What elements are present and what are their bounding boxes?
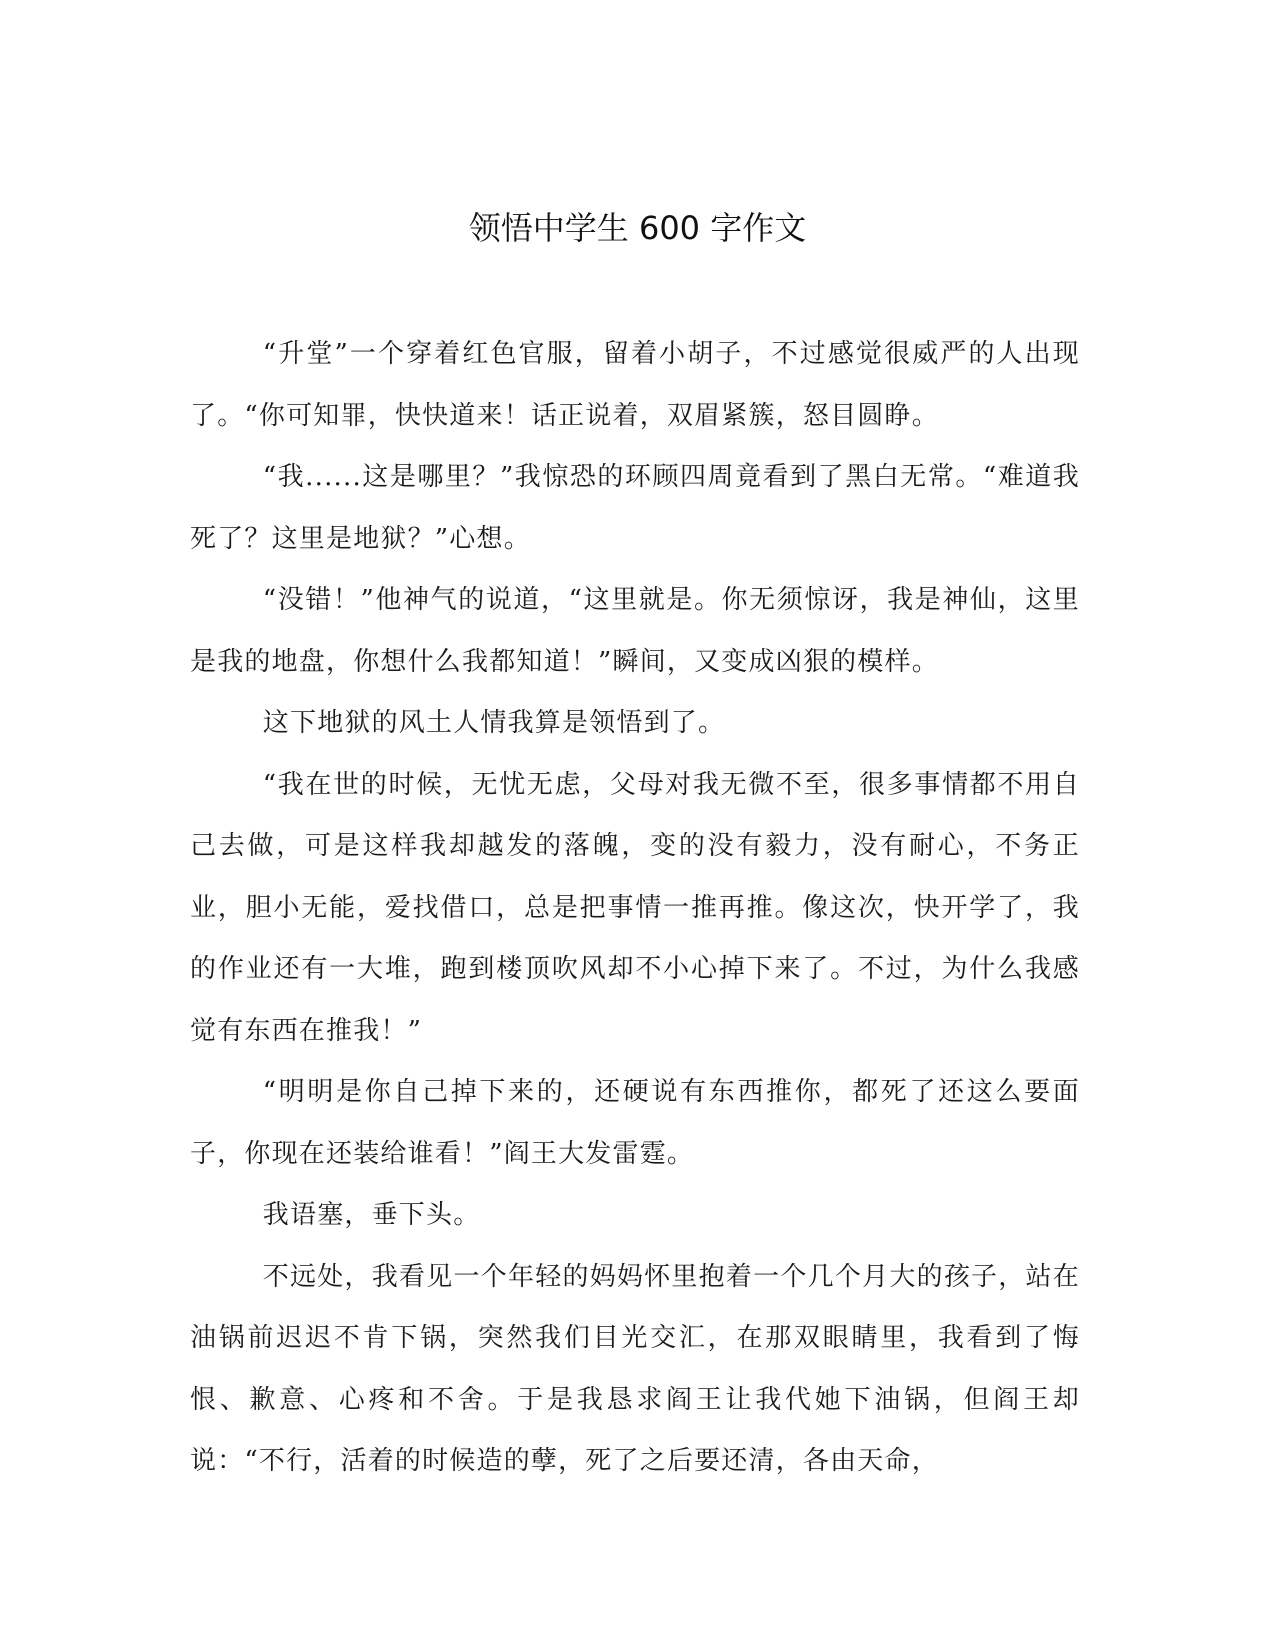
paragraph: “升堂”一个穿着红色官服，留着小胡子，不过感觉很威严的人出现了。“你可知罪，快快道来！话正说着，双眉紧簇，怒目圆睁。 [190,339,1080,431]
paragraph: 这下地狱的风土人情我算是领悟到了。 [262,708,726,738]
paragraph: 不远处，我看见一个年轻的妈妈怀里抱着一个几个月大的孩子，站在油锅前迟迟不肯下锅，突然我们目光交汇，在那双眼睛里，我看到了悔恨、歉意、心疼和不舍。于是我恳求阎王让我代她下油锅，但阎王却说：“不行，活着的时候造的孽，死了之后要还清，各由天命， [190,1261,1080,1476]
document-title: 领悟中学生 600 字作文 [468,209,807,247]
paragraph: “明明是你自己掉下来的，还硬说有东西推你，都死了还这么要面子，你现在还装给谁看！”阎王大发雷霆。 [190,1077,1080,1169]
paragraph: 我语塞，垂下头。 [262,1200,481,1230]
paragraph: “没错！”他神气的说道，“这里就是。你无须惊讶，我是神仙，这里是我的地盘，你想什么我都知道！”瞬间，又变成凶狠的模样。 [190,585,1080,677]
document-body [190,324,1080,1493]
paragraph: “我......这是哪里？”我惊恐的环顾四周竟看到了黑白无常。“难道我死了？这里是地狱？”心想。 [190,462,1080,554]
paragraph: “我在世的时候，无忧无虑，父母对我无微不至，很多事情都不用自己去做，可是这样我却越发的落魄，变的没有毅力，没有耐心，不务正业，胆小无能，爱找借口，总是把事情一推再推。像这次，快开学了，我的作业还有一大堆，跑到楼顶吹风却不小心掉下来了。不过，为什么我感觉有东西在推我！” [190,769,1080,1046]
